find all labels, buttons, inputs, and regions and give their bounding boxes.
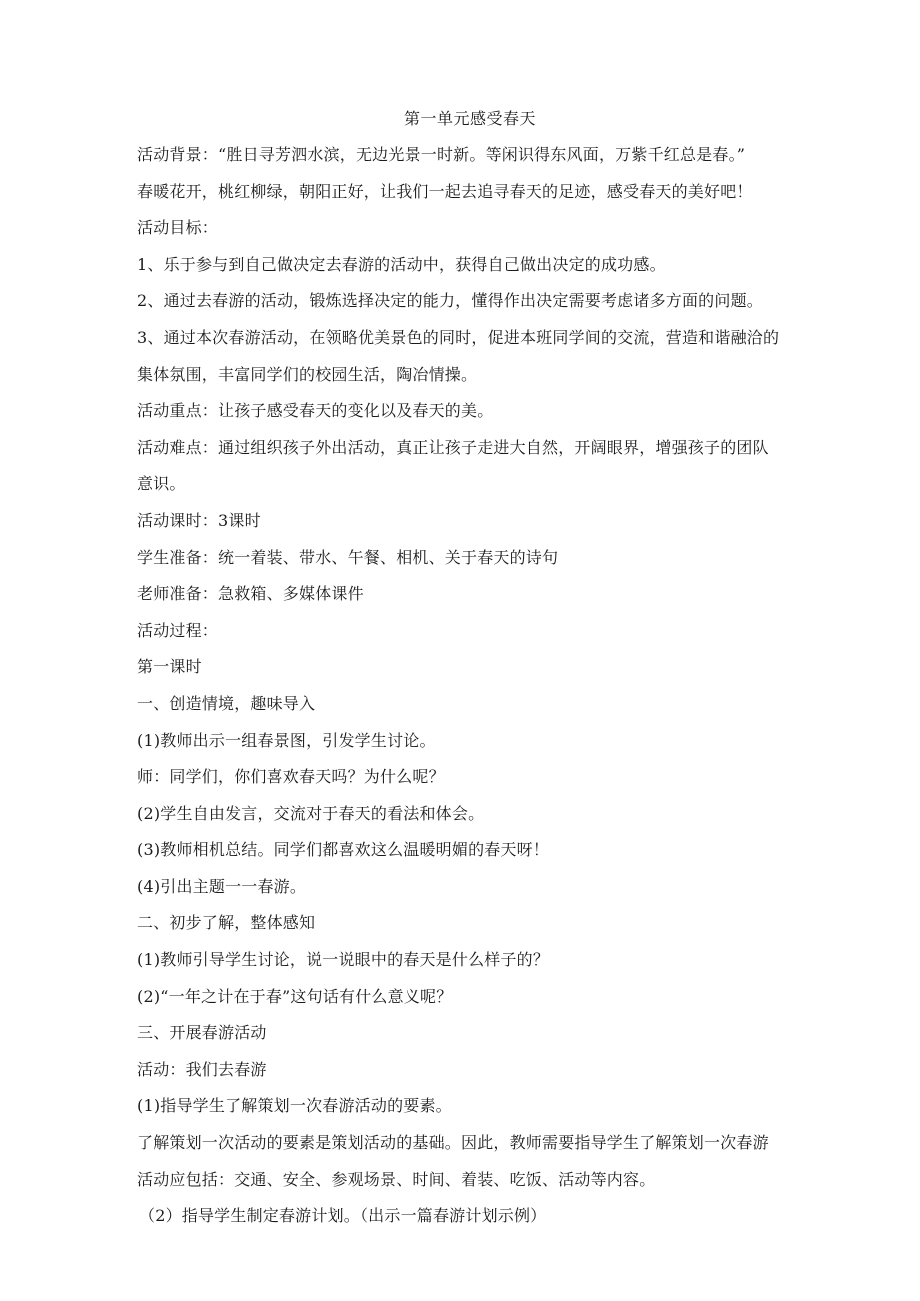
paragraph-line: 活动背景：“胜日寻芳泗水滨，无边光景一时新。等闲识得东风面，万紫千红总是春。” xyxy=(137,145,746,164)
document-title: 第一单元感受春天 xyxy=(403,109,536,128)
paragraph-line: (1)教师引导学生讨论，说一说眼中的春天是什么样子的？ xyxy=(137,950,550,970)
paragraph-line: (2)“一年之计在于春”这句话有什么意义呢？ xyxy=(137,986,453,1006)
paragraph-line: 集体氛围，丰富同学们的校园生活，陶冶情操。 xyxy=(137,364,478,384)
paragraph-line: 老师准备：急救箱、多媒体课件 xyxy=(137,584,364,604)
paragraph-line: 1、乐于参与到自己做决定去春游的活动中，获得自己做出决定的成功感。 xyxy=(137,254,666,274)
paragraph-line: 活动：我们去春游 xyxy=(137,1059,267,1079)
paragraph-line: 活动重点：让孩子感受春天的变化以及春天的美。 xyxy=(137,401,494,421)
paragraph-line: 学生准备：统一着装、带水、午餐、相机、关于春天的诗句 xyxy=(137,547,559,567)
paragraph-line: 活动目标： xyxy=(137,218,219,238)
paragraph-line: (3)教师相机总结。同学们都喜欢这么温暖明媚的春天呀！ xyxy=(137,840,550,860)
paragraph-line: (1)教师出示一组春景图，引发学生讨论。 xyxy=(137,730,436,750)
paragraph-line: 活动应包括：交通、安全、参观场景、时间、着装、吃饭、活动等内容。 xyxy=(137,1169,656,1189)
paragraph-line: 三、开展春游活动 xyxy=(137,1023,267,1043)
paragraph-line: 第一课时 xyxy=(137,657,202,677)
paragraph-line: 二、初步了解，整体感知 xyxy=(137,913,316,933)
paragraph-line: (4)引出主题一一春游。 xyxy=(137,876,307,896)
paragraph-line: 3、通过本次春游活动，在领略优美景色的同时，促进本班同学间的交流，营造和谐融洽的 xyxy=(137,327,780,347)
paragraph-line: 活动难点：通过组织孩子外出活动，真正让孩子走进大自然，开阔眼界，增强孩子的团队 xyxy=(137,437,769,457)
paragraph-line: （2）指导学生制定春游计划。（出示一篇春游计划示例） xyxy=(139,1206,547,1226)
paragraph-line: 活动课时：3课时 xyxy=(137,510,261,530)
document-body xyxy=(137,143,817,1241)
paragraph-line: 2、通过去春游的活动，锻炼选择决定的能力，懂得作出决定需要考虑诸多方面的问题。 xyxy=(137,291,763,311)
paragraph-line: 一、创造情境，趣味导入 xyxy=(137,693,316,713)
paragraph-line: 活动过程： xyxy=(137,620,219,640)
paragraph-line: 师：同学们，你们喜欢春天吗？为什么呢？ xyxy=(137,767,445,787)
paragraph-line: 春暖花开，桃红柳绿，朝阳正好，让我们一起去追寻春天的足迹，感受春天的美好吧！ xyxy=(137,181,753,201)
paragraph-line: 意识。 xyxy=(137,474,186,494)
paragraph-line: (1)指导学生了解策划一次春游活动的要素。 xyxy=(137,1096,452,1116)
paragraph-line: 了解策划一次活动的要素是策划活动的基础。因此，教师需要指导学生了解策划一次春游 xyxy=(137,1133,769,1153)
paragraph-line: (2)学生自由发言，交流对于春天的看法和体会。 xyxy=(137,803,485,823)
